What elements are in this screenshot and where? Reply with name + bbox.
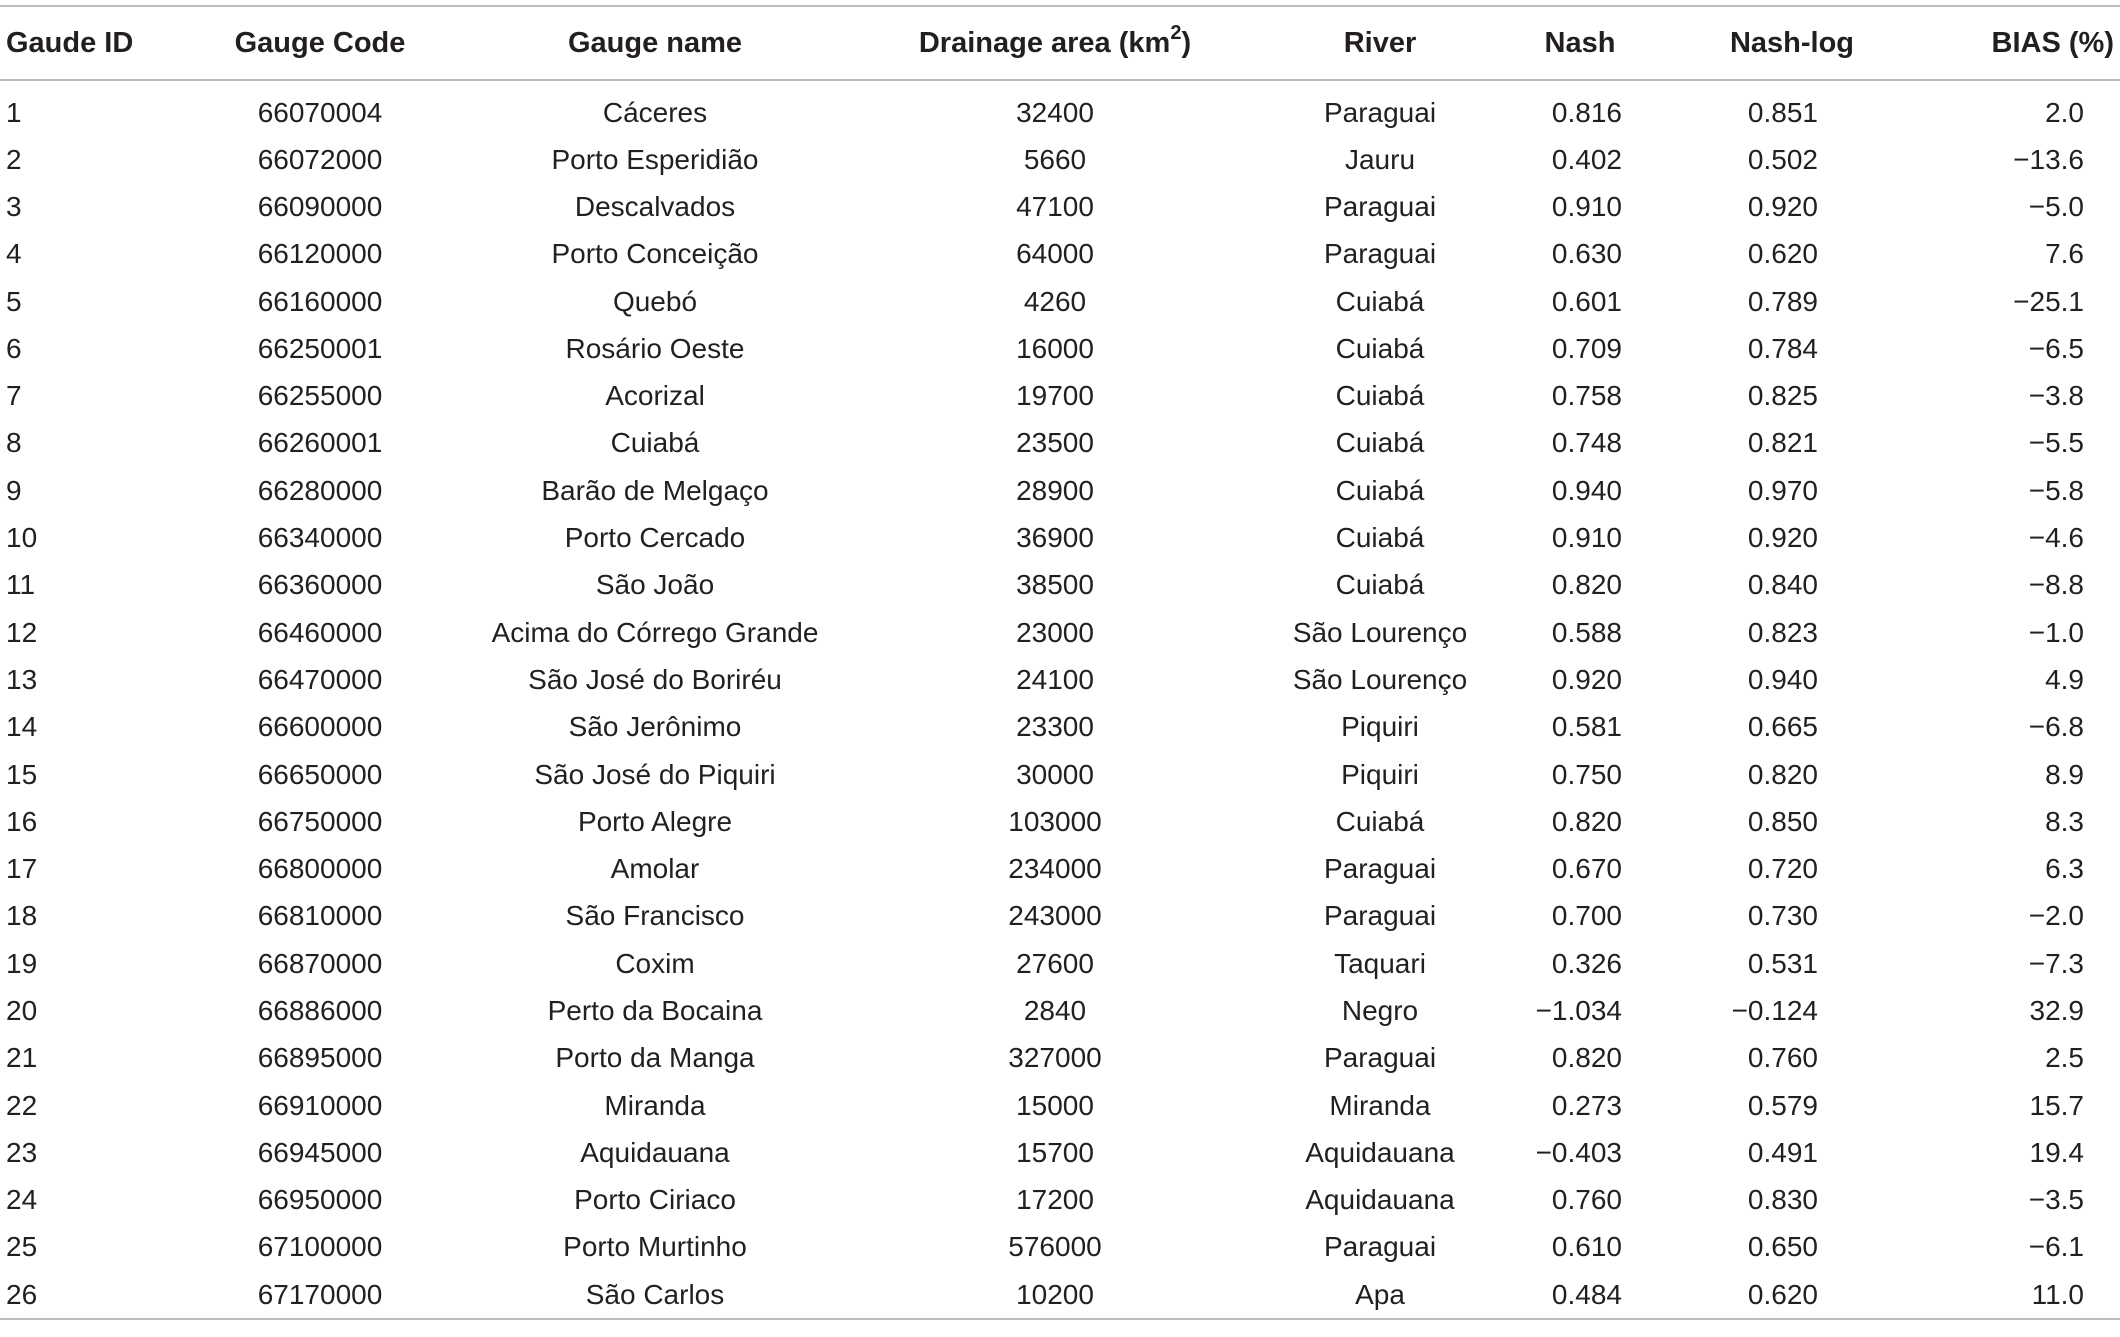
cell-nash: 0.610: [1551, 1231, 1622, 1263]
cell-gauge-code: 66886000: [257, 994, 383, 1026]
cell-gauge-code: 66950000: [257, 1184, 383, 1216]
header-row: [0, 6, 2120, 80]
cell-river: Cuiabá: [1335, 380, 1425, 412]
cell-bias: 19.4: [2029, 1136, 2084, 1168]
cell-gauge-code: 66340000: [257, 522, 383, 554]
cell-nash: 0.588: [1551, 616, 1622, 648]
cell-drainage-area: 243000: [1008, 900, 1102, 932]
cell-gauge-id: 5: [6, 285, 22, 317]
cell-nash: 0.940: [1551, 474, 1622, 506]
cell-nash-log: 0.665: [1747, 711, 1818, 743]
table-row: [0, 1224, 2120, 1271]
cell-nash: 0.910: [1551, 190, 1622, 222]
header-gauge-code: Gauge Code: [234, 26, 406, 59]
cell-gauge-id: 24: [6, 1184, 38, 1216]
cell-river: Cuiabá: [1335, 474, 1425, 506]
cell-nash-log: 0.720: [1747, 853, 1818, 885]
cell-bias: −25.1: [2013, 285, 2084, 317]
cell-nash-log: 0.579: [1747, 1089, 1818, 1121]
cell-nash: 0.816: [1551, 96, 1622, 128]
cell-gauge-name: Porto da Manga: [555, 1042, 755, 1074]
cell-bias: 32.9: [2029, 994, 2084, 1026]
cell-gauge-id: 26: [6, 1278, 38, 1310]
cell-nash-log: 0.851: [1747, 96, 1818, 128]
cell-gauge-id: 16: [6, 805, 38, 837]
cell-gauge-id: 21: [6, 1042, 38, 1074]
table-row: [0, 1271, 2120, 1319]
cell-drainage-area: 15700: [1016, 1136, 1094, 1168]
table-row: [0, 845, 2120, 892]
cell-bias: −1.0: [2028, 616, 2084, 648]
cell-gauge-name: Porto Conceição: [551, 238, 759, 270]
cell-gauge-id: 20: [6, 994, 38, 1026]
cell-nash: 0.273: [1551, 1089, 1622, 1121]
cell-gauge-id: 23: [6, 1136, 38, 1168]
cell-river: Miranda: [1329, 1089, 1431, 1121]
cell-nash: 0.820: [1551, 569, 1622, 601]
cell-river: Paraguai: [1323, 900, 1437, 932]
cell-bias: −5.5: [2028, 427, 2084, 459]
cell-gauge-code: 66090000: [257, 190, 383, 222]
cell-gauge-id: 11: [6, 569, 36, 601]
cell-gauge-id: 17: [6, 853, 38, 885]
cell-gauge-id: 18: [6, 900, 38, 932]
cell-nash-log: 0.730: [1747, 900, 1818, 932]
cell-bias: 6.3: [2045, 853, 2084, 885]
cell-drainage-area: 576000: [1008, 1231, 1102, 1263]
table-row: [0, 183, 2120, 230]
cell-drainage-area: 28900: [1016, 474, 1094, 506]
table-row: [0, 609, 2120, 656]
cell-gauge-name: Porto Esperidião: [551, 143, 759, 175]
cell-river: Cuiabá: [1335, 522, 1425, 554]
cell-bias: 2.5: [2045, 1042, 2084, 1074]
cell-drainage-area: 23500: [1016, 427, 1094, 459]
cell-bias: −4.6: [2028, 522, 2084, 554]
cell-drainage-area: 234000: [1008, 853, 1102, 885]
cell-drainage-area: 38500: [1016, 569, 1094, 601]
cell-nash-log: 0.531: [1747, 947, 1818, 979]
cell-bias: −6.5: [2028, 332, 2084, 364]
cell-nash-log: −0.124: [1731, 994, 1818, 1026]
cell-gauge-id: 7: [6, 380, 22, 412]
cell-gauge-name: Coxim: [615, 947, 695, 979]
cell-gauge-code: 66360000: [257, 569, 383, 601]
cell-gauge-id: 22: [6, 1089, 38, 1121]
cell-nash-log: 0.784: [1747, 332, 1818, 364]
cell-bias: 8.9: [2045, 758, 2084, 790]
cell-drainage-area: 64000: [1016, 238, 1094, 270]
table-row: [0, 798, 2120, 845]
cell-drainage-area: 2840: [1023, 994, 1087, 1026]
cell-gauge-code: 66945000: [257, 1136, 383, 1168]
cell-nash: 0.581: [1551, 711, 1622, 743]
cell-drainage-area: 24100: [1016, 663, 1094, 695]
cell-gauge-name: Descalvados: [574, 190, 736, 222]
table-row: [0, 1082, 2120, 1129]
cell-nash: −0.403: [1535, 1136, 1622, 1168]
cell-drainage-area: 23300: [1016, 711, 1094, 743]
cell-gauge-code: 66910000: [257, 1089, 383, 1121]
cell-river: Paraguai: [1323, 96, 1437, 128]
table-row: [0, 136, 2120, 183]
cell-gauge-id: 10: [6, 522, 38, 554]
table-row: [0, 656, 2120, 703]
cell-gauge-code: 66072000: [257, 143, 383, 175]
cell-gauge-code: 67170000: [257, 1278, 383, 1310]
table-row: [0, 562, 2120, 609]
table-row: [0, 704, 2120, 751]
cell-nash: 0.630: [1551, 238, 1622, 270]
cell-bias: −6.8: [2028, 711, 2084, 743]
cell-drainage-area: 17200: [1016, 1184, 1094, 1216]
cell-nash-log: 0.970: [1747, 474, 1818, 506]
cell-bias: −2.0: [2028, 900, 2084, 932]
table-row: [0, 751, 2120, 798]
cell-river: Paraguai: [1323, 238, 1437, 270]
cell-gauge-id: 19: [6, 947, 38, 979]
cell-gauge-name: São José do Piquiri: [534, 758, 776, 790]
cell-gauge-name: Perto da Bocaina: [547, 994, 763, 1026]
cell-gauge-id: 2: [6, 143, 22, 175]
cell-gauge-id: 8: [6, 427, 22, 459]
cell-bias: −8.8: [2028, 569, 2084, 601]
cell-nash-log: 0.920: [1747, 190, 1818, 222]
cell-drainage-area: 5660: [1023, 143, 1087, 175]
cell-gauge-name: Rosário Oeste: [565, 332, 745, 364]
cell-drainage-area: 103000: [1008, 805, 1102, 837]
cell-nash-log: 0.850: [1747, 805, 1818, 837]
cell-drainage-area: 27600: [1016, 947, 1094, 979]
table-row: [0, 372, 2120, 419]
cell-river: Piquiri: [1341, 758, 1419, 790]
cell-bias: −3.5: [2028, 1184, 2084, 1216]
cell-river: Aquidauana: [1305, 1184, 1455, 1216]
cell-gauge-id: 15: [6, 758, 38, 790]
cell-gauge-id: 25: [6, 1231, 38, 1263]
cell-nash: 0.748: [1551, 427, 1622, 459]
header-nash-log: Nash-log: [1729, 26, 1855, 59]
cell-gauge-code: 66460000: [257, 616, 383, 648]
cell-bias: 2.0: [2045, 96, 2084, 128]
cell-nash: 0.670: [1551, 853, 1622, 885]
cell-drainage-area: 327000: [1008, 1042, 1102, 1074]
cell-river: Jauru: [1344, 143, 1416, 175]
header-drainage-area: [840, 6, 1270, 80]
cell-river: Cuiabá: [1335, 569, 1425, 601]
cell-gauge-code: 66750000: [257, 805, 383, 837]
cell-nash: 0.820: [1551, 805, 1622, 837]
cell-nash-log: 0.823: [1747, 616, 1818, 648]
cell-gauge-code: 66255000: [257, 380, 383, 412]
cell-nash-log: 0.650: [1747, 1231, 1818, 1263]
cell-nash-log: 0.830: [1747, 1184, 1818, 1216]
cell-gauge-id: 6: [6, 332, 22, 364]
cell-gauge-name: Porto Murtinho: [563, 1231, 747, 1263]
header-nash: Nash: [1544, 26, 1616, 59]
table-row: [0, 1129, 2120, 1176]
cell-nash: 0.820: [1551, 1042, 1622, 1074]
cell-nash-log: 0.920: [1747, 522, 1818, 554]
cell-gauge-code: 66870000: [257, 947, 383, 979]
cell-gauge-name: São João: [595, 569, 715, 601]
table-row: [0, 278, 2120, 325]
cell-bias: 15.7: [2029, 1089, 2084, 1121]
cell-nash-log: 0.840: [1747, 569, 1818, 601]
table-row: [0, 514, 2120, 561]
header-gauge-name: Gauge name: [567, 26, 743, 59]
cell-drainage-area: 32400: [1016, 96, 1094, 128]
cell-gauge-code: 66800000: [257, 853, 383, 885]
cell-gauge-name: Barão de Melgaço: [541, 474, 769, 506]
gauge-performance-table: [0, 5, 2120, 1320]
cell-gauge-name: Porto Ciriaco: [574, 1184, 736, 1216]
cell-nash: 0.910: [1551, 522, 1622, 554]
cell-gauge-name: São Jerônimo: [568, 711, 742, 743]
table-row: [0, 1177, 2120, 1224]
cell-river: São Lourenço: [1292, 616, 1468, 648]
cell-gauge-code: 66120000: [257, 238, 383, 270]
table-body: [0, 80, 2120, 1319]
table-row: [0, 1035, 2120, 1082]
cell-river: Paraguai: [1323, 1042, 1437, 1074]
cell-nash-log: 0.620: [1747, 238, 1818, 270]
cell-gauge-id: 12: [6, 616, 38, 648]
cell-river: Apa: [1355, 1278, 1405, 1310]
cell-drainage-area: 4260: [1023, 285, 1087, 317]
cell-nash-log: 0.620: [1747, 1278, 1818, 1310]
table-header: [0, 6, 2120, 80]
cell-nash-log: 0.760: [1747, 1042, 1818, 1074]
cell-gauge-code: 66250001: [257, 332, 383, 364]
cell-gauge-name: Cáceres: [602, 96, 708, 128]
table-row: [0, 80, 2120, 136]
cell-nash-log: 0.820: [1747, 758, 1818, 790]
cell-nash: 0.920: [1551, 663, 1622, 695]
cell-gauge-name: Acorizal: [605, 380, 705, 412]
cell-river: Cuiabá: [1335, 805, 1425, 837]
header-drainage-area-close: ): [1181, 26, 1192, 59]
cell-gauge-name: Porto Cercado: [564, 522, 746, 554]
cell-bias: −5.0: [2028, 190, 2084, 222]
cell-river: Negro: [1341, 994, 1419, 1026]
cell-nash: 0.760: [1551, 1184, 1622, 1216]
cell-gauge-id: 4: [6, 238, 22, 270]
cell-drainage-area: 30000: [1016, 758, 1094, 790]
cell-gauge-code: 66470000: [257, 663, 383, 695]
cell-gauge-name: Porto Alegre: [577, 805, 733, 837]
cell-gauge-id: 13: [6, 663, 38, 695]
cell-nash: −1.034: [1535, 994, 1622, 1026]
cell-gauge-id: 9: [6, 474, 22, 506]
header-gauge-id: Gaude ID: [6, 26, 134, 59]
cell-bias: 11.0: [2031, 1278, 2084, 1310]
table-row: [0, 893, 2120, 940]
cell-nash: 0.758: [1551, 380, 1622, 412]
cell-gauge-name: Acima do Córrego Grande: [491, 616, 819, 648]
cell-gauge-code: 66260001: [257, 427, 383, 459]
cell-drainage-area: 16000: [1016, 332, 1094, 364]
cell-nash-log: 0.491: [1747, 1136, 1818, 1168]
header-river: River: [1343, 26, 1417, 59]
table-row: [0, 940, 2120, 987]
cell-nash-log: 0.789: [1747, 285, 1818, 317]
cell-gauge-id: 3: [6, 190, 22, 222]
cell-bias: 7.6: [2045, 238, 2084, 270]
cell-nash-log: 0.825: [1747, 380, 1818, 412]
cell-gauge-code: 66280000: [257, 474, 383, 506]
cell-bias: 8.3: [2045, 805, 2084, 837]
cell-river: Paraguai: [1323, 853, 1437, 885]
cell-nash-log: 0.502: [1747, 143, 1818, 175]
header-bias: BIAS (%): [1991, 26, 2114, 59]
cell-nash-log: 0.940: [1747, 663, 1818, 695]
table-row: [0, 325, 2120, 372]
cell-bias: −13.6: [2013, 143, 2084, 175]
cell-nash: 0.709: [1551, 332, 1622, 364]
cell-bias: −3.8: [2028, 380, 2084, 412]
cell-nash-log: 0.821: [1747, 427, 1818, 459]
cell-nash: 0.601: [1551, 285, 1622, 317]
cell-gauge-code: 66070004: [257, 96, 383, 128]
cell-gauge-name: Miranda: [604, 1089, 706, 1121]
cell-river: Cuiabá: [1335, 427, 1425, 459]
cell-gauge-name: Cuiabá: [610, 427, 700, 459]
cell-gauge-name: Aquidauana: [580, 1136, 730, 1168]
cell-gauge-code: 66600000: [257, 711, 383, 743]
cell-river: São Lourenço: [1292, 663, 1468, 695]
cell-gauge-code: 66650000: [257, 758, 383, 790]
cell-drainage-area: 23000: [1016, 616, 1094, 648]
cell-gauge-name: São José do Boriréu: [528, 663, 782, 695]
header-drainage-area-text: Drainage area (km: [918, 26, 1171, 59]
cell-nash: 0.484: [1551, 1278, 1622, 1310]
cell-bias: −7.3: [2028, 947, 2084, 979]
cell-drainage-area: 36900: [1016, 522, 1094, 554]
cell-gauge-code: 66810000: [257, 900, 383, 932]
cell-gauge-id: 14: [6, 711, 38, 743]
cell-gauge-id: 1: [6, 96, 22, 128]
cell-river: Cuiabá: [1335, 285, 1425, 317]
cell-gauge-code: 67100000: [257, 1231, 383, 1263]
cell-bias: −5.8: [2028, 474, 2084, 506]
cell-nash: 0.402: [1551, 143, 1622, 175]
table-row: [0, 231, 2120, 278]
header-drainage-area-superscript: 2: [1170, 21, 1182, 44]
table-row: [0, 467, 2120, 514]
cell-nash: 0.750: [1551, 758, 1622, 790]
table-row: [0, 987, 2120, 1034]
cell-nash: 0.326: [1551, 947, 1622, 979]
table-row: [0, 420, 2120, 467]
cell-gauge-code: 66895000: [257, 1042, 383, 1074]
cell-drainage-area: 19700: [1016, 380, 1094, 412]
cell-drainage-area: 10200: [1016, 1278, 1094, 1310]
cell-gauge-name: São Francisco: [565, 900, 745, 932]
cell-river: Paraguai: [1323, 190, 1437, 222]
cell-river: Taquari: [1334, 947, 1426, 979]
cell-gauge-code: 66160000: [257, 285, 383, 317]
cell-river: Paraguai: [1323, 1231, 1437, 1263]
cell-bias: 4.9: [2045, 663, 2084, 695]
cell-nash: 0.700: [1551, 900, 1622, 932]
cell-gauge-name: Amolar: [610, 853, 700, 885]
cell-gauge-name: Quebó: [612, 285, 698, 317]
cell-bias: −6.1: [2028, 1231, 2084, 1263]
cell-gauge-name: São Carlos: [585, 1278, 725, 1310]
cell-river: Cuiabá: [1335, 332, 1425, 364]
cell-drainage-area: 47100: [1016, 190, 1094, 222]
cell-river: Aquidauana: [1305, 1136, 1455, 1168]
cell-river: Piquiri: [1341, 711, 1419, 743]
cell-drainage-area: 15000: [1016, 1089, 1094, 1121]
